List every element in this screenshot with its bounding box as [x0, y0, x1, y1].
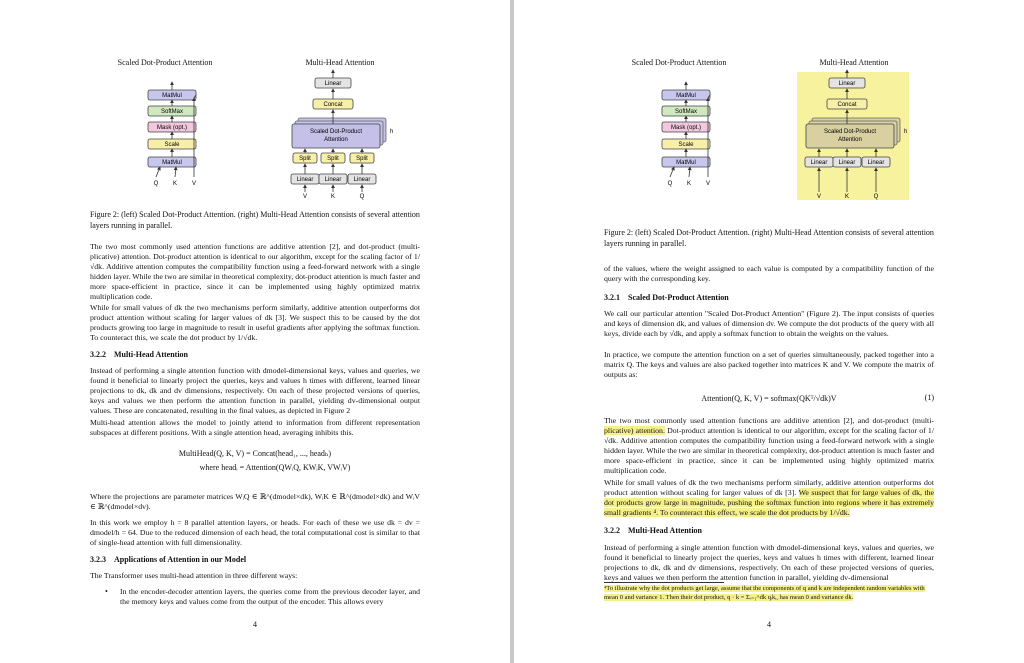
list-item: In the encoder-decoder attention layers, the queries come from the previous decoder layer, and the memory keys and values come from the output of the encoder. This allows every [120, 587, 420, 606]
paragraph: In practice, we compute the attention function on a set of queries simultaneously, packed together into a matrix Q. The keys and values are also packed together into matrices K and V. We compute the matrix of outputs as: [604, 350, 934, 379]
paragraph: In this work we employ h = 8 parallel attention layers, or heads. For each of these we use dk = dv = dmodel/h = 64. Due to the reduced dimension of each head, the total computational cost is similar to that of single-head attention with full dimensionality. [90, 518, 420, 547]
softmax-label: SoftMax [674, 109, 698, 115]
mha-linear-label: Linear [810, 160, 828, 166]
scale-label: Scale [678, 142, 694, 148]
mha-linear-label: Linear [353, 177, 371, 183]
arrow [689, 167, 690, 177]
mha-input-v: V [816, 194, 822, 200]
equation: where headᵢ = Attention(QWᵢQ, KWᵢK, VWᵢV) [199, 463, 351, 472]
sdpa-title: Scaled Dot-Product Attention [631, 58, 727, 67]
h-label: h [904, 129, 908, 135]
mha-linear-label: Linear [324, 177, 342, 183]
highlight: We suspect that for large values of dk, the dot products grow large in magnitude, pushing the softmax function into regions where it has extremely small gradients ⁴. To counteract this effect, we scale the dot products by 1/√dk. [604, 487, 934, 517]
paragraph: Where the projections are parameter matrices WᵢQ ∈ ℝ^(dmodel×dk), WᵢK ∈ ℝ^(dmodel×dk) and WᵢV ∈ ℝ^(dmodel×dv). [90, 492, 420, 511]
mha-input-k: K [330, 194, 336, 200]
section-heading: 3.2.2 Multi-Head Attention [604, 526, 702, 535]
matmul-top-label: MatMul [676, 93, 696, 99]
attention-block-label: Attention [324, 137, 348, 143]
matmul-top-label: MatMul [162, 93, 182, 99]
input-v: V [191, 181, 197, 187]
section-heading: 3.2.1 Scaled Dot-Product Attention [604, 293, 729, 302]
mha-linear-top-label: Linear [324, 81, 342, 87]
highlight: plicative) attention. [604, 425, 665, 435]
paragraph: While for small values of dk the two mechanisms perform similarly, additive attention outperforms dot product attention without scaling for larger values of dk [3]. We suspect that for large values of dk, the dot products grow large in magnitude, pushing the softmax function into regions where it has extremely small gradients ⁴. To counteract this effect, we scale the dot products by 1/√dk. [604, 478, 934, 517]
page-number: 4 [253, 620, 257, 629]
figure-caption: Figure 2: (left) Scaled Dot-Product Attention. (right) Multi-Head Attention consists of several attention layers running in parallel. [604, 228, 934, 248]
mha-split-label: Split [356, 156, 368, 162]
arrow [156, 167, 160, 177]
matmul-bottom-label: MatMul [162, 160, 182, 166]
attention-figure [0, 0, 510, 215]
paragraph: Instead of performing a single attention function with dmodel-dimensional keys, values and queries, we found it beneficial to linearly project the queries, keys and values h times with different, learned linear projections to dk, dk and dv dimensions, respectively. On each of these projected versions of queries, keys and values we then perform the attention function in parallel, yielding dv-dimensional output values. These are concatenated, resulting in the final values, as depicted in Figure 2 [90, 366, 420, 415]
mha-input-v: V [302, 194, 308, 200]
paragraph: Multi-head attention allows the model to jointly attend to information from different representation subspaces at different positions. With a single attention head, averaging inhibits this. [90, 418, 420, 437]
mha-concat-label: Concat [837, 102, 857, 108]
paragraph: of the values, where the weight assigned to each value is computed by a compatibility function of the query with the corresponding key. [604, 264, 934, 283]
bullet-dot: • [105, 587, 108, 596]
section-heading: 3.2.3 Applications of Attention in our Model [90, 555, 247, 564]
arrow [175, 167, 176, 177]
section-heading: 3.2.2 Multi-Head Attention [90, 350, 188, 359]
mha-linear-label: Linear [838, 160, 856, 166]
matmul-bottom-label: MatMul [676, 160, 696, 166]
attention-block-label: Scaled Dot-Product [823, 129, 877, 135]
mha-split-label: Split [299, 156, 311, 162]
mha-title: Multi-Head Attention [819, 58, 889, 67]
mha-linear-label: Linear [867, 160, 885, 166]
input-v: V [705, 181, 711, 187]
attention-block-label: Scaled Dot-Product [309, 129, 363, 135]
paragraph: The Transformer uses multi-head attention in three different ways: [90, 571, 298, 580]
scale-label: Scale [164, 142, 180, 148]
mha-linear-label: Linear [296, 177, 314, 183]
mha-concat-label: Concat [323, 102, 343, 108]
equation: Attention(Q, K, V) = softmax(QKᵀ/√dk)V [701, 394, 837, 403]
equation: MultiHead(Q, K, V) = Concat(head₁, ..., headₕ) [178, 449, 332, 458]
input-q: Q [667, 181, 673, 187]
mha-title: Multi-Head Attention [305, 58, 375, 67]
paragraph: Instead of performing a single attention function with dmodel-dimensional keys, values and queries, we found it beneficial to linearly project the queries, keys and values h times with different, learned linear projections to dk, dk and dv dimensions, respectively. On each of these projected versions of queries, keys and values we then perform the attention function in parallel, yielding dv-dimensional [604, 543, 934, 582]
figure-caption: Figure 2: (left) Scaled Dot-Product Attention. (right) Multi-Head Attention consists of several attention layers running in parallel. [90, 210, 420, 230]
equation-number: (1) [924, 393, 934, 402]
paragraph: The two most commonly used attention functions are additive attention [2], and dot-product (multi-plicative) attention. Dot-product attention is identical to our algorithm, except for the scaling factor of 1/√dk. Additive attention computes the compatibility function using a feed-forward network with a single hidden layer. While the two are similar in theoretical complexity, dot-product attention is much faster and more space-efficient in practice, since it can be implemented using highly optimized matrix multiplication code. [604, 416, 935, 475]
h-label: h [390, 129, 394, 135]
paragraph: We call our particular attention "Scaled Dot-Product Attention" (Figure 2). The input consists of queries and keys of dimension dk, and values of dimension dv. We compute the dot products of the query with all keys, divide each by √dk, and apply a softmax function to obtain the weights on the values. [604, 309, 934, 338]
attention-block [806, 124, 894, 148]
mha-input-q: Q [873, 194, 879, 200]
mha-split-label: Split [327, 156, 339, 162]
footnote-rule [604, 582, 724, 583]
attention-figure-highlighted [514, 0, 1024, 215]
mha-linear-top-label: Linear [838, 81, 856, 87]
sdpa-title: Scaled Dot-Product Attention [117, 58, 213, 67]
mask-label: Mask (opt.) [156, 125, 188, 131]
attention-block [292, 124, 380, 148]
page-left [0, 0, 510, 663]
attention-block-label: Attention [838, 137, 862, 143]
arrow [670, 167, 674, 177]
page-right [514, 0, 1024, 663]
input-k: K [686, 181, 692, 187]
paragraph: The two most commonly used attention functions are additive attention [2], and dot-product (multi-plicative) attention. Dot-product attention is identical to our algorithm, except for the scaling factor of 1/√dk. Additive attention computes the compatibility function using a feed-forward network with a single hidden layer. While the two are similar in theoretical complexity, dot-product attention is much faster and more space-efficient in practice, since it can be implemented using highly optimized matrix multiplication code. [90, 242, 420, 301]
footnote: ⁴To illustrate why the dot products get large, assume that the components of q and k are independent random variables with mean 0 and variance 1. Then their dot product, q · k = Σᵢ₌₁^dk qᵢkᵢ, has mean 0 and variance dk. [604, 585, 925, 601]
mha-input-q: Q [359, 194, 365, 200]
mask-label: Mask (opt.) [670, 125, 702, 131]
input-q: Q [153, 181, 159, 187]
paragraph: While for small values of dk the two mechanisms perform similarly, additive attention outperforms dot product attention without scaling for larger values of dk [3]. We suspect this to be caused by the dot products growing too large in magnitude to result in useful gradients after applying the softmax function. To counteract this, we scale the dot product by 1/√dk. [90, 303, 420, 342]
softmax-label: SoftMax [160, 109, 184, 115]
page-number: 4 [767, 620, 771, 629]
input-k: K [172, 181, 178, 187]
mha-input-k: K [844, 194, 850, 200]
